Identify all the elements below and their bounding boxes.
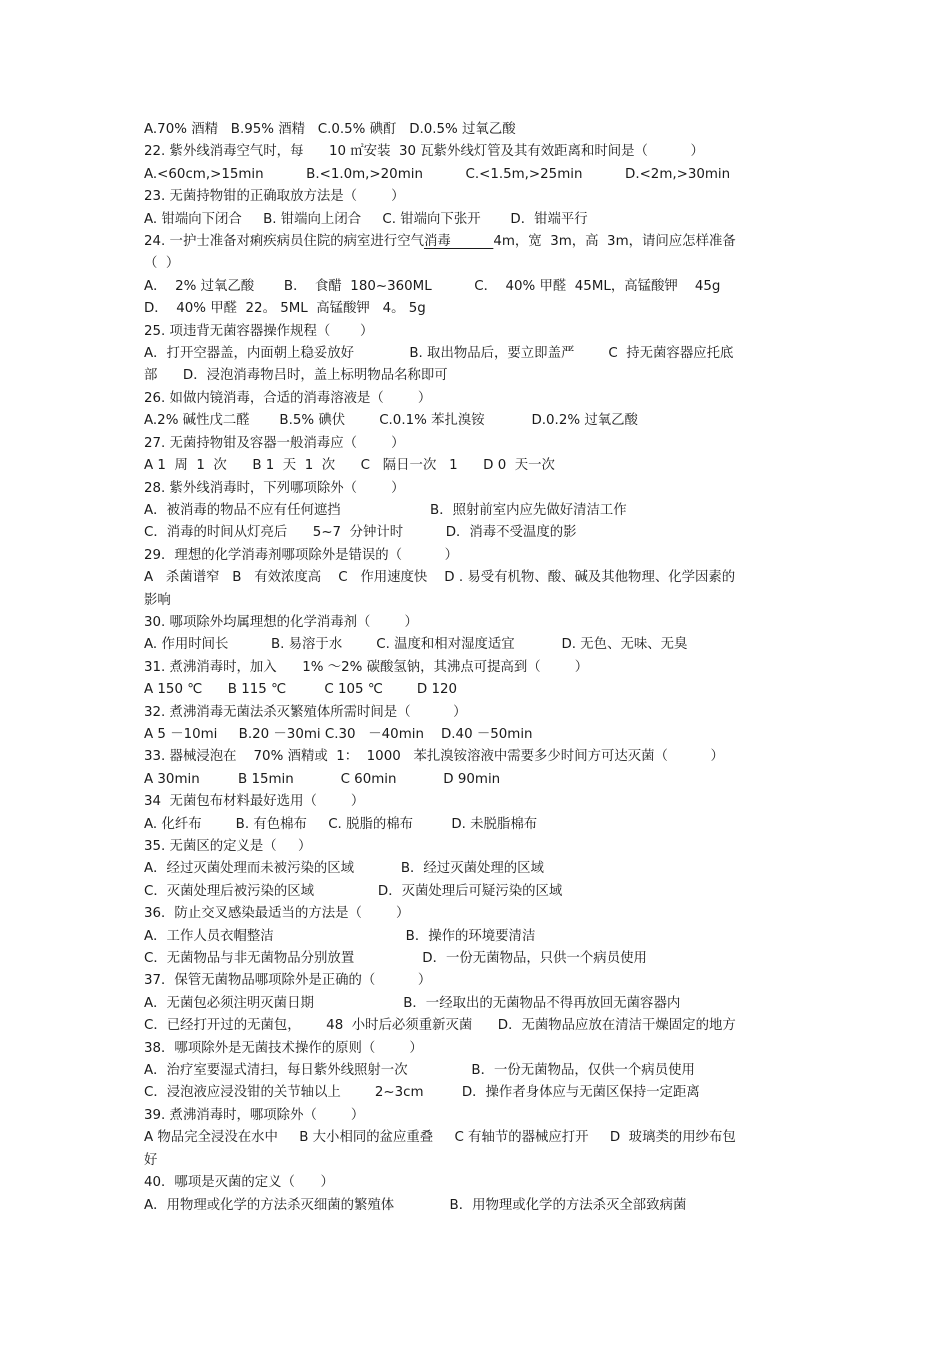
text-line	[144, 612, 804, 634]
text-segment: 消毒	[423, 234, 494, 250]
text-line	[144, 522, 804, 544]
text-line	[144, 141, 804, 163]
text-line	[144, 1150, 804, 1172]
text-segment: A 150 ℃ B 115 ℃ C 105 ℃ D 120	[144, 682, 458, 698]
text-line	[144, 590, 804, 612]
text-line	[144, 769, 804, 791]
text-segment: 33. 器械浸泡在 70% 酒精或 1： 1000 苯扎溴铵溶液中需要多少时间方可达灭菌（ ）	[144, 749, 724, 765]
text-segment: A.<60cm,>15min B.<1.0m,>20min C.<1.5m,>25min D.<2m,>30min	[144, 166, 731, 182]
text-segment: A 30min B 15min C 60min D 90min	[144, 771, 501, 787]
text-segment: C．消毒的时间从灯亮后 5~7 分钟计时 D．消毒不受温度的影	[144, 525, 577, 541]
text-segment: 39. 煮沸消毒时，哪项除外（ ）	[144, 1107, 365, 1123]
text-line	[144, 1105, 804, 1127]
text-line	[144, 1038, 804, 1060]
text-line	[144, 410, 804, 432]
text-line	[144, 702, 804, 724]
text-line	[144, 186, 804, 208]
text-line	[144, 948, 804, 970]
text-line	[144, 970, 804, 992]
text-segment: 22. 紫外线消毒空气时，每 10 ㎡安装 30 瓦紫外线灯管及其有效距离和时间是（ ）	[144, 144, 704, 160]
text-segment: A．被消毒的物品不应有任何遮挡 B．照射前室内应先做好清洁工作	[144, 502, 627, 518]
text-segment: C．已经打开过的无菌包， 48 小时后必须重新灭菌 D．无菌物品应放在清洁干燥固定的地方	[144, 1018, 736, 1034]
text-line	[144, 1195, 804, 1217]
text-line	[144, 1172, 804, 1194]
text-segment: 影响	[144, 592, 171, 608]
text-line	[144, 1060, 804, 1082]
text-segment: 部 D．浸泡消毒物吕时，盖上标明物品名称即可	[144, 368, 448, 384]
text-line	[144, 1127, 804, 1149]
text-line	[144, 276, 804, 298]
text-line	[144, 881, 804, 903]
text-segment: 30. 哪项除外均属理想的化学消毒剂（ ）	[144, 614, 418, 630]
text-line	[144, 993, 804, 1015]
text-line	[144, 679, 804, 701]
text-segment: A．用物理或化学的方法杀灭细菌的繁殖体 B．用物理或化学的方法杀灭全部致病菌	[144, 1197, 687, 1213]
text-line	[144, 253, 804, 275]
text-segment: C．无菌物品与非无菌物品分别放置 D．一份无菌物品，只供一个病员使用	[144, 951, 647, 967]
text-line	[144, 433, 804, 455]
text-line	[144, 724, 804, 746]
text-line	[144, 836, 804, 858]
text-segment: 34 无菌包布材料最好选用（ ）	[144, 794, 365, 810]
text-segment: A． 2% 过氧乙酸 B． 食醋 180~360ML C． 40% 甲醛 45ML，高锰酸钾 45g	[144, 278, 721, 294]
text-line	[144, 365, 804, 387]
text-segment: A．工作人员衣帽整洁 B．操作的环境要清洁	[144, 928, 536, 944]
text-line	[144, 926, 804, 948]
text-segment: A 杀菌谱窄 B 有效浓度高 C 作用速度快 D . 易受有机物、酸、碱及其他物理、化学因素的	[144, 570, 736, 586]
text-segment: 32. 煮沸消毒无菌法杀灭繁殖体所需时间是（ ）	[144, 704, 467, 720]
text-segment: 29．理想的化学消毒剂哪项除外是错误的（ ）	[144, 547, 459, 563]
text-line	[144, 455, 804, 477]
text-line	[144, 858, 804, 880]
text-line	[144, 500, 804, 522]
text-line	[144, 478, 804, 500]
text-segment: 24. 一护士准备对痢疾病员住院的病室进行空气	[144, 234, 424, 250]
text-segment: 27. 无菌持物钳及容器一般消毒应（ ）	[144, 435, 405, 451]
text-line	[144, 545, 804, 567]
text-line	[144, 388, 804, 410]
text-segment: A 物品完全浸没在水中 B 大小相同的盆应重叠 C 有轴节的器械应打开 D 玻璃类的用纱布包	[144, 1130, 736, 1146]
text-line	[144, 209, 804, 231]
text-line	[144, 791, 804, 813]
text-segment: A．经过灭菌处理而未被污染的区域 B．经过灭菌处理的区域	[144, 861, 544, 877]
text-segment: A．治疗室要湿式清扫，每日紫外线照射一次 B．一份无菌物品，仅供一个病员使用	[144, 1063, 695, 1079]
text-segment: A 5 －10mi B.20 －30mi C.30 －40min D.40 －50min	[144, 726, 533, 742]
text-segment: C．浸泡液应浸没钳的关节轴以上 2~3cm D．操作者身体应与无菌区保持一定距离	[144, 1085, 700, 1101]
text-line	[144, 1015, 804, 1037]
text-segment: A．无菌包必须注明灭菌日期 B．一经取出的无菌物品不得再放回无菌容器内	[144, 995, 681, 1011]
text-segment: 28. 紫外线消毒时，下列哪项除外（ ）	[144, 480, 405, 496]
text-line	[144, 231, 804, 253]
text-line	[144, 567, 804, 589]
text-segment: 35. 无菌区的定义是（ ）	[144, 839, 312, 854]
text-line	[144, 321, 804, 343]
text-segment: D． 40% 甲醛 22。 5ML 高锰酸钾 4。 5g	[144, 301, 426, 317]
text-segment: 4m，宽 3m，高 3m，请问应怎样准备	[493, 234, 736, 250]
text-line	[144, 634, 804, 656]
text-segment: A. 作用时间长 B. 易溶于水 C. 温度和相对湿度适宜 D. 无色、无味、无臭	[144, 637, 688, 653]
text-line	[144, 298, 804, 320]
text-segment: A.2% 碱性戊二醛 B.5% 碘伏 C.0.1% 苯扎溴铵 D.0.2% 过氧乙酸	[144, 413, 638, 429]
text-segment: （ ）	[144, 256, 180, 272]
text-line	[144, 814, 804, 836]
text-segment: A 1 周 1 次 B 1 天 1 次 C 隔日一次 1 D 0 天一次	[144, 458, 555, 474]
question-text-block	[144, 119, 804, 1217]
text-line	[144, 119, 804, 141]
text-line	[144, 746, 804, 768]
text-segment: 40．哪项是灭菌的定义（ ）	[144, 1175, 334, 1191]
text-segment: 31. 煮沸消毒时，加入 1% ～2% 碳酸氢钠，其沸点可提高到（ ）	[144, 659, 589, 675]
text-segment: 36．防止交叉感染最适当的方法是（ ）	[144, 906, 410, 922]
text-segment: 26. 如做内镜消毒，合适的消毒溶液是（ ）	[144, 390, 432, 406]
text-segment: 37．保管无菌物品哪项除外是正确的（ ）	[144, 973, 432, 989]
text-line	[144, 657, 804, 679]
text-segment: C．灭菌处理后被污染的区域 D．灭菌处理后可疑污染的区域	[144, 883, 563, 899]
text-segment: A. 化纤布 B. 有色棉布 C. 脱脂的棉布 D. 未脱脂棉布	[144, 816, 538, 832]
text-segment: 23. 无菌持物钳的正确取放方法是（ ）	[144, 189, 405, 205]
text-line	[144, 343, 804, 365]
text-line	[144, 164, 804, 186]
text-segment: A. 钳端向下闭合 B. 钳端向上闭合 C. 钳端向下张开 D．钳端平行	[144, 211, 588, 227]
text-segment: 好	[144, 1152, 158, 1168]
text-segment: A．打开空器盖，内面朝上稳妥放好 B. 取出物品后，要立即盖严 C 持无菌容器应托底	[144, 346, 734, 362]
text-segment: 38．哪项除外是无菌技术操作的原则（ ）	[144, 1040, 423, 1056]
text-segment: 25. 项违背无菌容器操作规程（ ）	[144, 323, 374, 339]
text-segment: A.70% 酒精 B.95% 酒精 C.0.5% 碘酊 D.0.5% 过氧乙酸	[144, 122, 516, 137]
text-line	[144, 1082, 804, 1104]
text-line	[144, 903, 804, 925]
